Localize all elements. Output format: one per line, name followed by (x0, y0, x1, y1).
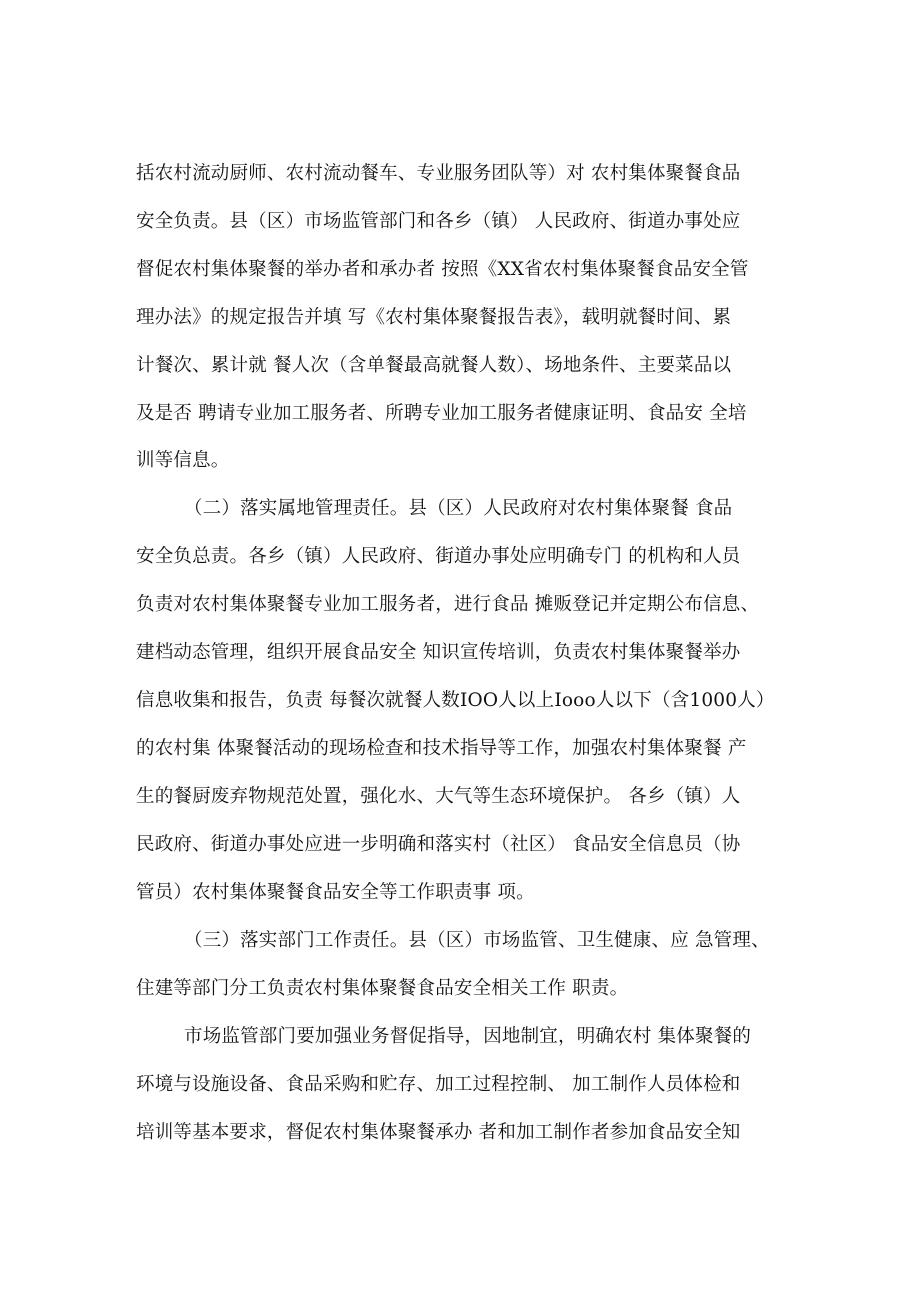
text-line: 督促农村集体聚餐的举办者和承办者 按照《XX省农村集体聚餐食品安全管 (136, 259, 749, 280)
section-heading-3: （三）落实部门工作责任。县（区）市场监管、卫生健康、应 急管理、 (184, 930, 770, 951)
text-line: 建档动态管理，组织开展食品安全 知识宣传培训，负责农村集体聚餐举办 (136, 642, 741, 663)
section-heading-2: （二）落实属地管理责任。县（区）人民政府对农村集体聚餐 食品 (184, 498, 733, 519)
text-line: 的农村集 体聚餐活动的现场检查和技术指导等工作，加强农村集体聚餐 产 (136, 738, 747, 759)
text-line: 环境与设施设备、食品采购和贮存、加工过程控制、 加工制作人员体检和 (136, 1074, 741, 1095)
text-line: 信息收集和报告，负责 每餐次就餐人数IOO人以上Iooo人以下（含1000人） (136, 690, 775, 711)
text-line: 培训等基本要求，督促农村集体聚餐承办 者和加工制作者参加食品安全知 (136, 1122, 741, 1143)
text-line: 安全负责。县（区）市场监管部门和各乡（镇） 人民政府、街道办事处应 (136, 211, 741, 232)
text-line: 及是否 聘请专业加工服务者、所聘专业加工服务者健康证明、食品安 全培 (136, 403, 747, 424)
text-line: 民政府、街道办事处应进一步明确和落实村（社区） 食品安全信息员（协 (136, 834, 741, 855)
paragraph-start: 市场监管部门要加强业务督促指导，因地制宜，明确农村 集体聚餐的 (184, 1026, 752, 1047)
text-line: 训等信息。 (136, 450, 230, 471)
text-line: 括农村流动厨师、农村流动餐车、专业服务团队等）对 农村集体聚餐食品 (136, 163, 741, 184)
text-line: 生的餐厨废弃物规范处置，强化水、大气等生态环境保护。 各乡（镇）人 (136, 786, 741, 807)
text-line: 安全负总责。各乡（镇）人民政府、街道办事处应明确专门 的机构和人员 (136, 546, 741, 567)
text-line: 管员）农村集体聚餐食品安全等工作职责事 项。 (136, 882, 535, 903)
text-line: 计餐次、累计就 餐人次（含单餐最高就餐人数）、场地条件、主要菜品以 (136, 355, 732, 376)
text-line: 理办法》的规定报告并填 写《农村集体聚餐报告表》，载明就餐时间、累 (136, 307, 732, 328)
text-line: 住建等部门分工负责农村集体聚餐食品安全相关工作 职责。 (136, 978, 629, 999)
text-line: 负责对农村集体聚餐专业加工服务者，进行食品 摊贩登记并定期公布信息、 (136, 594, 760, 615)
